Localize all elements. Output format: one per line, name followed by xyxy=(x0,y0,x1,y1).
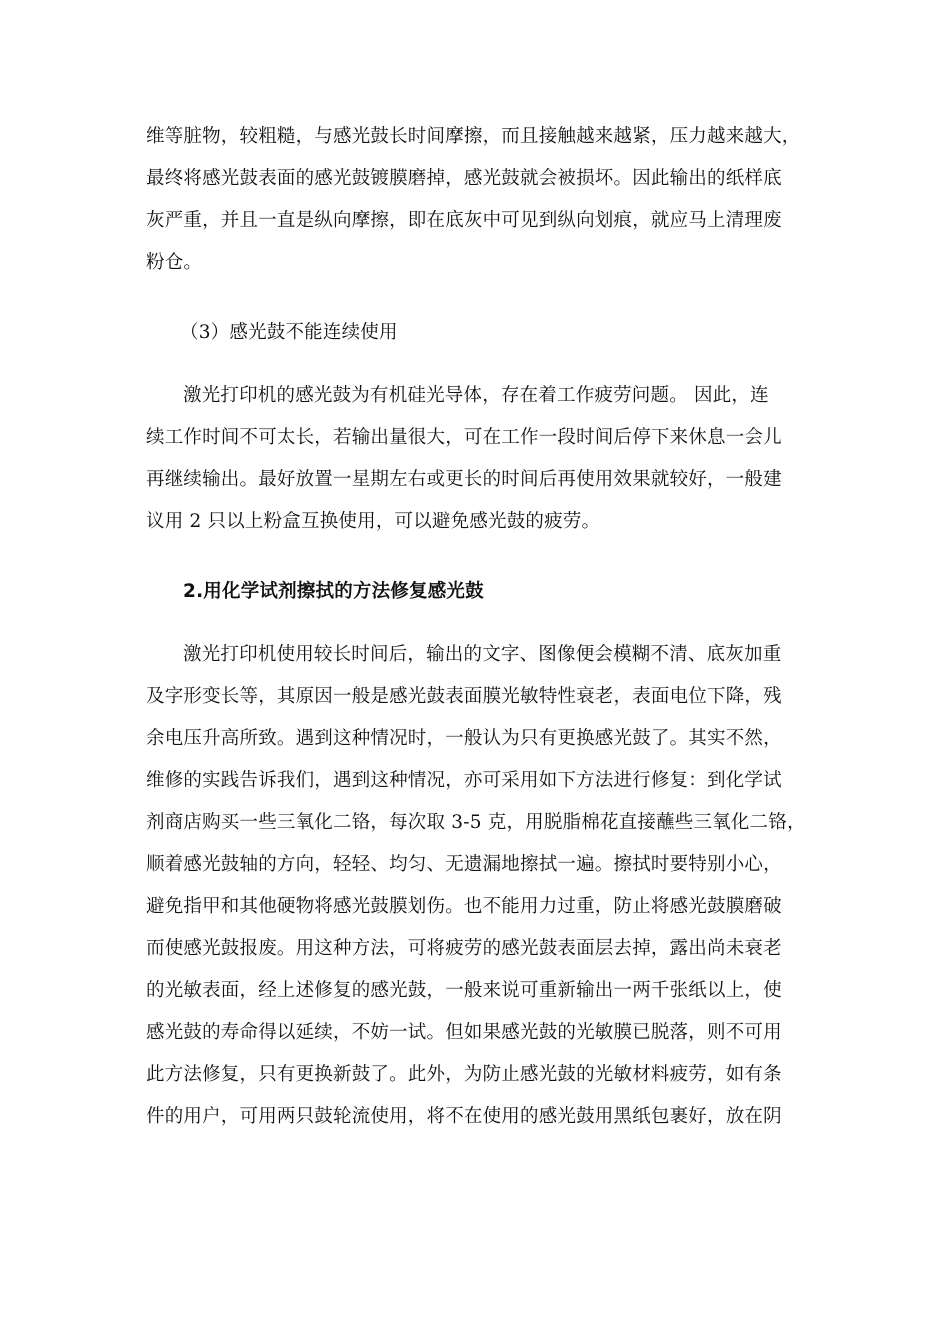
subsection-heading: （3）感光鼓不能连续使用 xyxy=(180,322,398,343)
paragraph-4-line-8: 而使感光鼓报废。用这种方法，可将疲劳的感光鼓表面层去掉，露出尚未衰老 xyxy=(146,938,782,959)
paragraph-4-line-10: 感光鼓的寿命得以延续，不妨一试。但如果感光鼓的光敏膜已脱落，则不可用 xyxy=(146,1022,782,1043)
paragraph-4-line-2: 及字形变长等，其原因一般是感光鼓表面膜光敏特性衰老，表面电位下降，残 xyxy=(146,686,782,707)
paragraph-4-line-12: 件的用户，可用两只鼓轮流使用，将不在使用的感光鼓用黑纸包裹好，放在阴 xyxy=(146,1106,782,1127)
paragraph-1-line-1: 维等脏物，较粗糙，与感光鼓长时间摩擦，而且接触越来越紧，压力越来越大， xyxy=(146,126,801,147)
paragraph-4-line-4: 维修的实践告诉我们，遇到这种情况，亦可采用如下方法进行修复：到化学试 xyxy=(146,770,782,791)
paragraph-1-line-2: 最终将感光鼓表面的感光鼓镀膜磨掉，感光鼓就会被损坏。因此输出的纸样底 xyxy=(146,168,782,189)
paragraph-2-line-1: 激光打印机的感光鼓为有机硅光导体，存在着工作疲劳问题。 因此，连 xyxy=(183,385,769,406)
paragraph-1-line-3: 灰严重，并且一直是纵向摩擦，即在底灰中可见到纵向划痕，就应马上清理废 xyxy=(146,210,782,231)
paragraph-4-line-5: 剂商店购买一些三氧化二铬，每次取 3-5 克，用脱脂棉花直接蘸些三氧化二铬， xyxy=(146,812,806,833)
paragraph-2-line-2: 续工作时间不可太长，若输出量很大，可在工作一段时间后停下来休息一会儿 xyxy=(146,427,782,448)
paragraph-4-line-3: 余电压升高所致。遇到这种情况时，一般认为只有更换感光鼓了。其实不然， xyxy=(146,728,782,749)
paragraph-1-line-4: 粉仓。 xyxy=(146,252,203,273)
paragraph-2-line-4: 议用 2 只以上粉盒互换使用，可以避免感光鼓的疲劳。 xyxy=(146,511,601,532)
paragraph-4-line-11: 此方法修复，只有更换新鼓了。此外，为防止感光鼓的光敏材料疲劳，如有条 xyxy=(146,1064,782,1085)
section-heading: 2.用化学试剂擦拭的方法修复感光鼓 xyxy=(183,581,484,602)
paragraph-4-line-6: 顺着感光鼓轴的方向，轻轻、均匀、无遗漏地擦拭一遍。擦拭时要特别小心， xyxy=(146,854,782,875)
paragraph-4-line-9: 的光敏表面，经上述修复的感光鼓，一般来说可重新输出一两千张纸以上，使 xyxy=(146,980,782,1001)
paragraph-4-line-7: 避免指甲和其他硬物将感光鼓膜划伤。也不能用力过重，防止将感光鼓膜磨破 xyxy=(146,896,782,917)
paragraph-4-line-1: 激光打印机使用较长时间后，输出的文字、图像便会模糊不清、底灰加重 xyxy=(183,644,782,665)
paragraph-2-line-3: 再继续输出。最好放置一星期左右或更长的时间后再使用效果就较好，一般建 xyxy=(146,469,782,490)
